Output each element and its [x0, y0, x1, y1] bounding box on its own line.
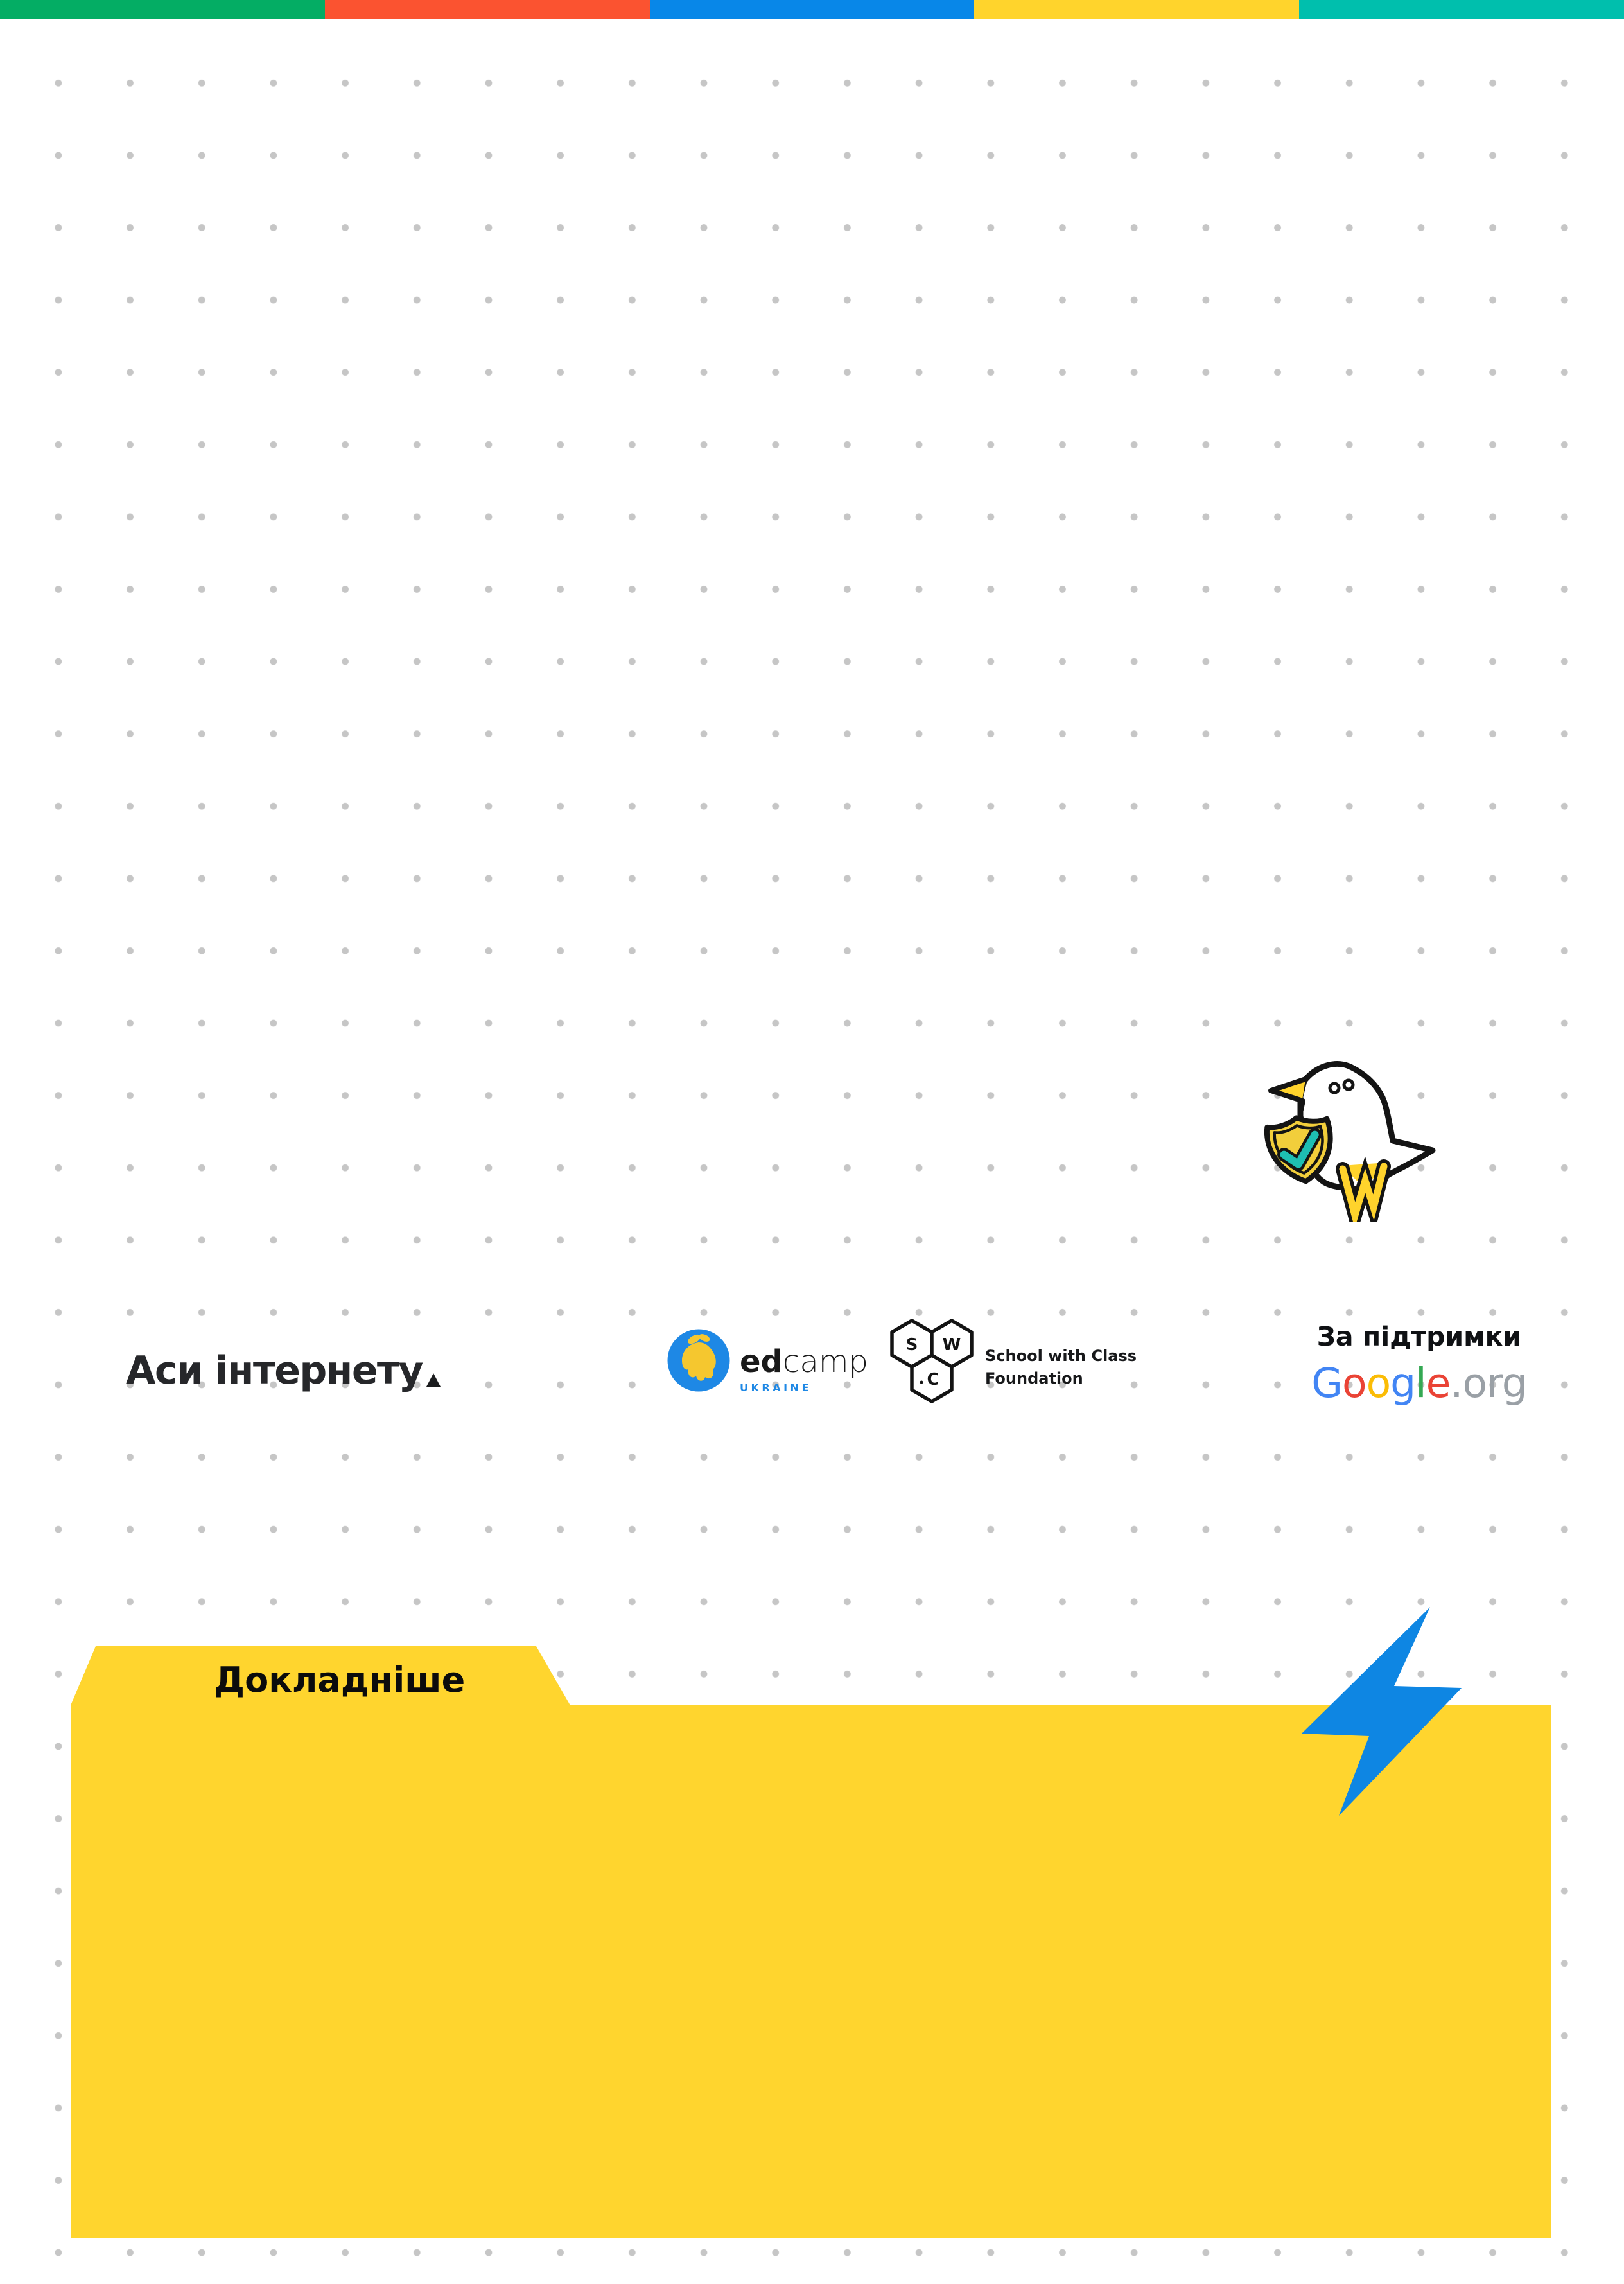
google-letter: l: [1415, 1360, 1426, 1407]
google-org-wordmark: [1310, 1360, 1528, 1407]
bar-segment-orange: [325, 0, 650, 19]
bird-shield-mascot-icon: [1261, 1061, 1440, 1222]
edcamp-wordmark[interactable]: [740, 1346, 868, 1394]
google-letter: o: [1342, 1360, 1366, 1407]
swc-name-line2: Foundation: [985, 1369, 1083, 1387]
google-org-suffix: .org: [1450, 1360, 1527, 1407]
google-org-lockup[interactable]: [1310, 1321, 1528, 1407]
edcamp-country-label: UKRAINE: [740, 1382, 812, 1394]
lightning-bolt-icon: [1297, 1603, 1464, 1818]
swc-hex-letter-w: W: [942, 1335, 961, 1355]
google-letter: g: [1390, 1360, 1416, 1407]
bar-segment-teal: [1299, 0, 1624, 19]
asy-internetu-wordmark: Аси інтернету: [126, 1348, 423, 1393]
bar-segment-blue: [650, 0, 975, 19]
bar-segment-yellow: [974, 0, 1299, 19]
google-letter: o: [1366, 1360, 1391, 1407]
swc-foundation-name[interactable]: [985, 1345, 1137, 1390]
google-letter: G: [1311, 1360, 1343, 1407]
google-letter: e: [1426, 1360, 1451, 1407]
edcamp-logo-icon[interactable]: [667, 1328, 731, 1392]
asy-internetu-logo[interactable]: [126, 1348, 441, 1393]
swc-hex-letter-c: C: [927, 1370, 939, 1389]
swc-name-line1: School with Class: [985, 1347, 1137, 1365]
asy-triangle-icon: [426, 1373, 441, 1387]
supported-by-label: За підтримки: [1316, 1321, 1522, 1352]
swc-hex-letter-s: S: [905, 1335, 918, 1355]
bar-segment-green: [0, 0, 325, 19]
top-color-bar: [0, 0, 1624, 19]
edcamp-word-light: camp: [782, 1344, 868, 1380]
folder-tab-details[interactable]: Докладніше: [214, 1660, 466, 1700]
edcamp-word-bold: ed: [740, 1344, 783, 1380]
swc-hexagons-logo-icon[interactable]: [889, 1315, 974, 1403]
